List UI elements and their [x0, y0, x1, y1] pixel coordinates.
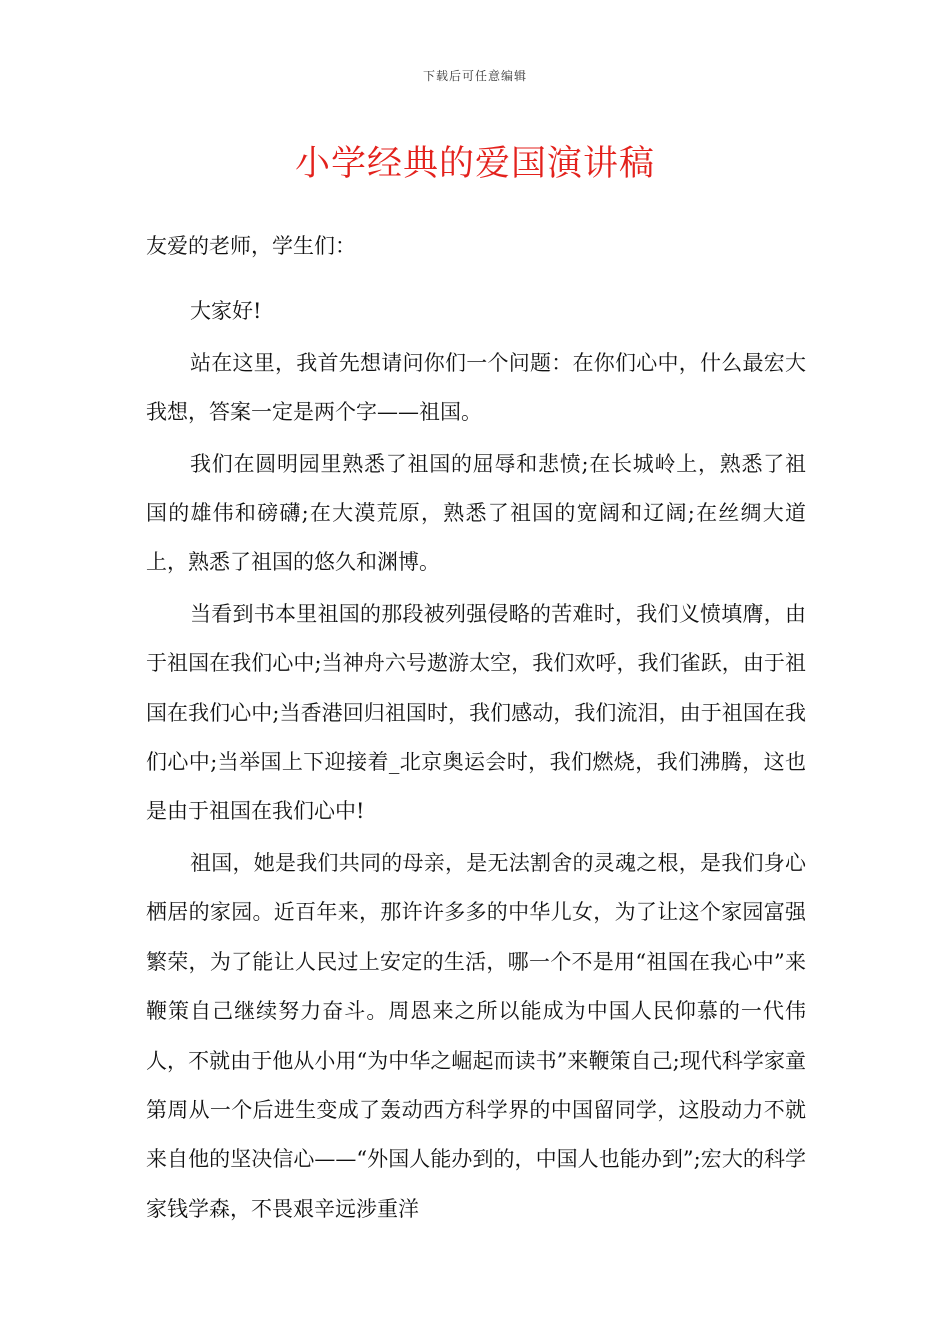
document-title: 小学经典的爱国演讲稿	[294, 144, 655, 184]
paragraph-5: 祖国，她是我们共同的母亲，是无法割舍的灵魂之根，是我们身心栖居的家园。近百年来，那许许多多的中华儿女，为了让这个家园富强繁荣，为了能让人民过上安定的生活，哪一个不是用“祖国在我心中”来鞭策自己继续努力奋斗。周恩来之所以能成为中国人民仰慕的一代伟人，不就由于他从小用“为中华之崛起而读书”来鞭策自己;现代科学家童第周从一个后进生变成了轰动西方科学界的中国留同学，这股动力不就来自他的坚决信心——“外国人能办到的，中国人也能办到”;宏大的科学家钱学森，不畏艰辛远涉重洋	[146, 850, 806, 1221]
document-body	[146, 222, 806, 1236]
paragraph-2: 站在这里，我首先想请问你们一个问题：在你们心中，什么最宏大我想，答案一定是两个字——祖国。	[146, 350, 806, 425]
paragraph-1: 大家好!	[190, 299, 262, 324]
greeting-line: 友爱的老师，学生们：	[146, 234, 356, 258]
paragraph-3: 我们在圆明园里熟悉了祖国的屈辱和悲愤;在长城岭上，熟悉了祖国的雄伟和磅礴;在大漠荒原，熟悉了祖国的宽阔和辽阔;在丝绸大道上，熟悉了祖国的悠久和渊博。	[146, 451, 806, 575]
paragraph-4: 当看到书本里祖国的那段被列强侵略的苦难时，我们义愤填膺，由于祖国在我们心中;当神舟六号遨游太空，我们欢呼，我们雀跃，由于祖国在我们心中;当香港回归祖国时，我们感动，我们流泪，由于祖国在我们心中;当举国上下迎接着_北京奥运会时，我们燃烧，我们沸腾，这也是由于祖国在我们心中!	[146, 601, 806, 824]
header-note: 下载后可任意编辑	[422, 69, 527, 83]
